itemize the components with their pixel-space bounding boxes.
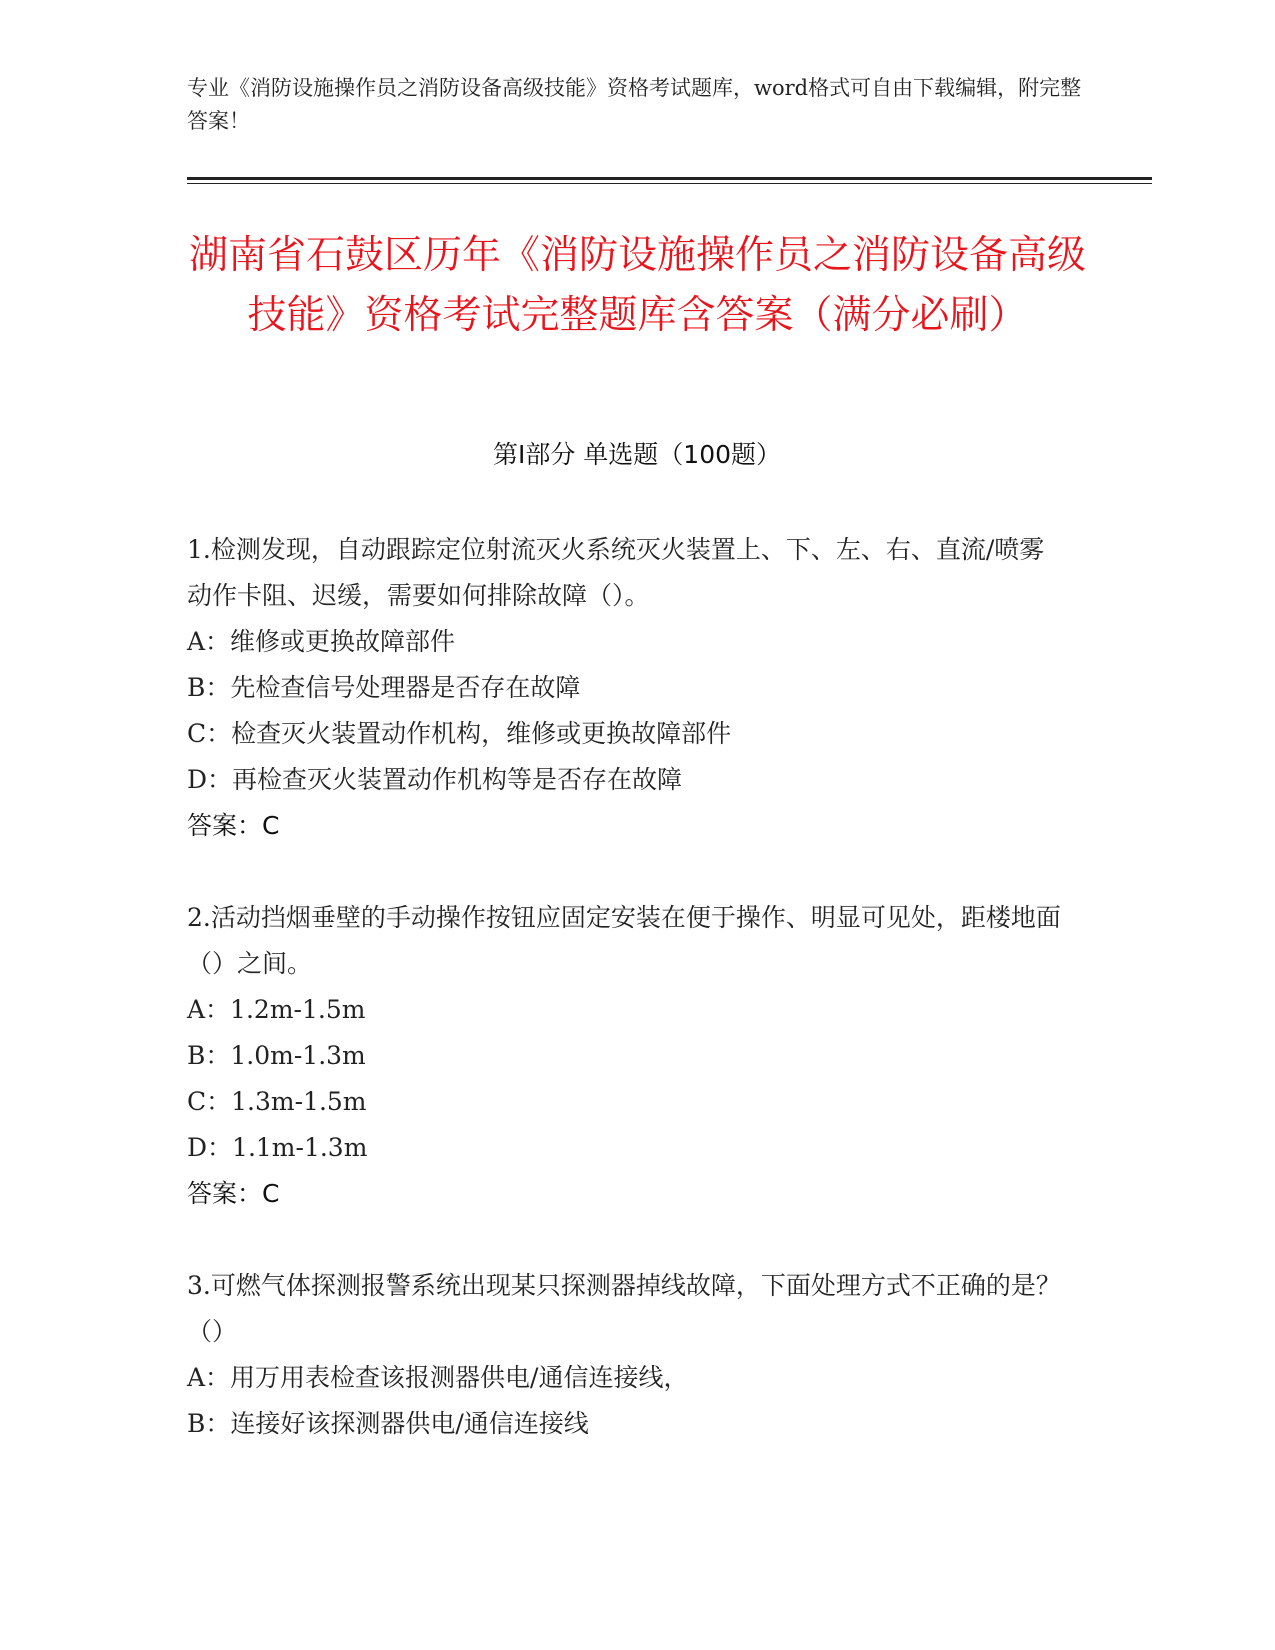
- document-title: 湖南省石鼓区历年《消防设施操作员之消防设备高级技能》资格考试完整题库含答案（满分必刷）: [188, 233, 1086, 338]
- question-3: [187, 1263, 1067, 1447]
- option-c: C：1.3m-1.5m: [187, 1087, 367, 1116]
- option-b: B：1.0m-1.3m: [187, 1041, 366, 1070]
- answer: 答案：C: [187, 1179, 280, 1208]
- header-rule-thick: [187, 177, 1152, 180]
- question-1: [187, 527, 1067, 849]
- option-a: A：1.2m-1.5m: [187, 995, 366, 1024]
- option-d: D：再检查灭火装置动作机构等是否存在故障: [187, 765, 683, 794]
- header-note: 专业《消防设施操作员之消防设备高级技能》资格考试题库，word格式可自由下载编辑，附完整答案！: [187, 76, 1082, 133]
- question-text: 1.检测发现，自动跟踪定位射流灭火系统灭火装置上、下、左、右、直流/喷雾动作卡阻、迟缓，需要如何排除故障（）。: [187, 535, 1045, 610]
- option-d: D：1.1m-1.3m: [187, 1133, 368, 1162]
- option-b: B：连接好该探测器供电/通信连接线: [187, 1409, 589, 1438]
- question-text: 3.可燃气体探测报警系统出现某只探测器掉线故障，下面处理方式不正确的是？（）: [187, 1271, 1061, 1346]
- option-a: A：用万用表检查该报测器供电/通信连接线，: [187, 1363, 689, 1392]
- option-a: A：维修或更换故障部件: [187, 627, 456, 656]
- answer: 答案：C: [187, 811, 280, 840]
- question-text: 2.活动挡烟垂壁的手动操作按钮应固定安装在便于操作、明显可见处，距楼地面（）之间。: [187, 903, 1061, 978]
- option-c: C：检查灭火装置动作机构，维修或更换故障部件: [187, 719, 732, 748]
- section-title: 第I部分 单选题（100题）: [492, 440, 782, 469]
- question-2: [187, 895, 1067, 1217]
- header-rule-thin: [187, 183, 1152, 184]
- question-list: [187, 527, 1067, 1493]
- option-b: B：先检查信号处理器是否存在故障: [187, 673, 581, 702]
